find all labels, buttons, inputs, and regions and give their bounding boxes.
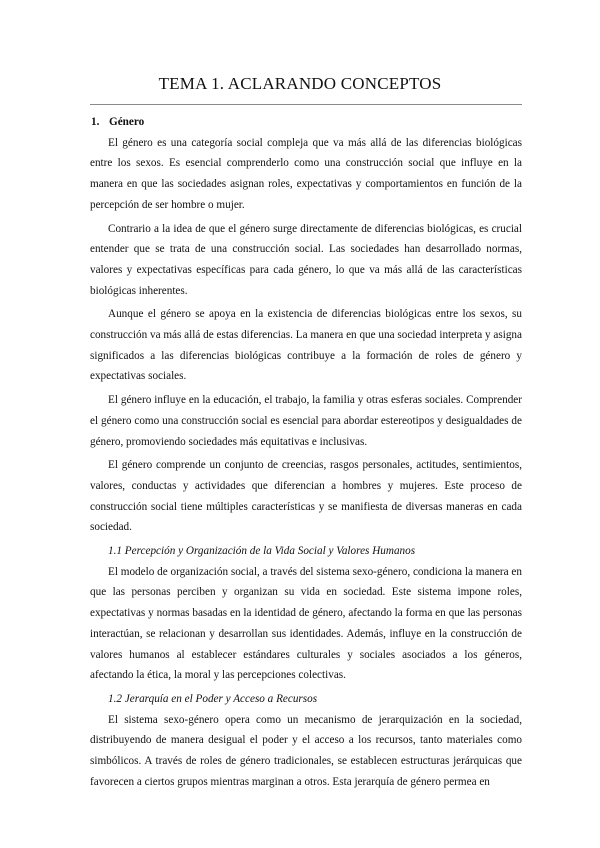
page-title: TEMA 1. ACLARANDO CONCEPTOS [158, 74, 442, 93]
paragraph: Aunque el género se apoya en la existencia de diferencias biológicas entre los sexos, su construcción va más allá de estas diferencias. La manera en que una sociedad interpreta y asigna significados a las diferencias biológicas contribuye a la formación de roles de género y expectativas sociales. [90, 308, 522, 383]
paragraph: El género es una categoría social compleja que va más allá de las diferencias biológicas entre los sexos. Es esencial comprenderlo como una construcción social que influye en la manera en que las sociedades asignan roles, expectativas y comportamientos en función de la percepción de ser hombre o mujer. [90, 136, 522, 211]
section-title: Género [109, 116, 145, 128]
section-number: 1. [91, 116, 100, 128]
section-heading [90, 112, 522, 133]
document-body [90, 112, 522, 796]
subsection-heading: 1.2 Jerarquía en el Poder y Acceso a Recursos [108, 692, 318, 705]
paragraph: Contrario a la idea de que el género surge directamente de diferencias biológicas, es crucial entender que se trata de una construcción social. Las sociedades han desarrollado normas, valores y expectativas específicas para cada género, lo que va más allá de las características biológicas inherentes. [90, 222, 522, 297]
title-divider [90, 104, 522, 105]
subsection-heading: 1.1 Percepción y Organización de la Vida Social y Valores Humanos [108, 545, 416, 558]
paragraph: El sistema sexo-género opera como un mecanismo de jerarquización en la sociedad, distribuyendo de manera desigual el poder y el acceso a los recursos, tanto materiales como simbólicos. A través de roles de género tradicionales, se establecen estructuras jerárquicas que favorecen a ciertos grupos mientras marginan a otros. Esta jerarquía de género permea en [90, 713, 522, 788]
paragraph: El modelo de organización social, a través del sistema sexo-género, condiciona la manera en que las personas perciben y organizan su vida en sociedad. Este sistema impone roles, expectativas y normas basadas en la identidad de género, afectando la forma en que las personas interactúan, se relacionan y desarrollan sus identidades. Además, influye en la construcción de valores humanos al establecer estándares culturales y sociales asociados a los géneros, afectando la ética, la moral y las percepciones colectivas. [90, 565, 522, 682]
paragraph: El género comprende un conjunto de creencias, rasgos personales, actitudes, sentimientos, valores, conductas y actividades que diferencian a hombres y mujeres. Este proceso de construcción social tiene múltiples características y se manifiesta de diversas maneras en cada sociedad. [90, 459, 522, 534]
paragraph: El género influye en la educación, el trabajo, la familia y otras esferas sociales. Comprender el género como una construcción social es esencial para abordar estereotipos y desigualdades de género, promoviendo sociedades más equitativas e inclusivas. [90, 394, 522, 448]
